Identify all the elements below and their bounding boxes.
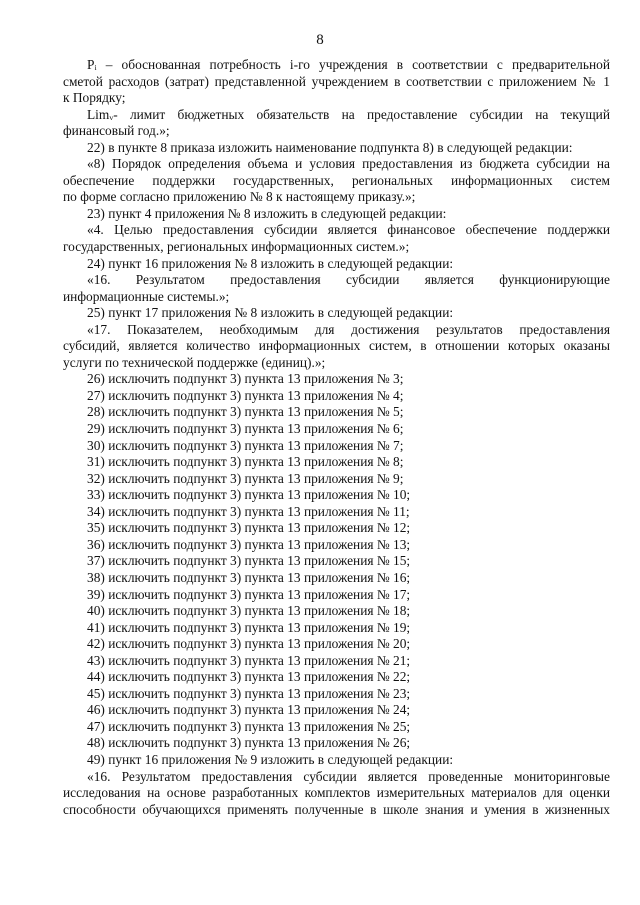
text-line: 35) исключить подпункт 3) пункта 13 приложения № 12; — [87, 520, 411, 536]
text-line: исследования на основе разработанных комплектов измерительных материалов для оценки — [63, 785, 610, 801]
text-line: 29) исключить подпункт 3) пункта 13 приложения № 6; — [87, 421, 404, 437]
text-line: способности обучающихся применять полученные в школе знания и умения в жизненных — [63, 801, 610, 817]
text-line: 27) исключить подпункт 3) пункта 13 приложения № 4; — [87, 387, 404, 403]
text-line: 38) исключить подпункт 3) пункта 13 приложения № 16; — [87, 569, 411, 585]
text-line: 36) исключить подпункт 3) пункта 13 приложения № 13; — [87, 536, 411, 552]
text-line: 25) пункт 17 приложения № 8 изложить в следующей редакции: — [87, 305, 454, 321]
text-line: 43) исключить подпункт 3) пункта 13 приложения № 21; — [87, 652, 411, 668]
text-line: 26) исключить подпункт 3) пункта 13 приложения № 3; — [87, 371, 404, 387]
document-body — [63, 57, 610, 818]
text-line: 41) исключить подпункт 3) пункта 13 приложения № 19; — [87, 619, 411, 635]
text-line: «16. Результатом предоставления субсидии является функционирующие — [87, 272, 610, 288]
text-line: 34) исключить подпункт 3) пункта 13 приложения № 11; — [87, 503, 410, 519]
text-line: 32) исключить подпункт 3) пункта 13 приложения № 9; — [87, 470, 404, 486]
text-line: 42) исключить подпункт 3) пункта 13 приложения № 20; — [87, 636, 411, 652]
text-line: Pᵢ – обоснованная потребность i-го учреждения в соответствии с предварительной — [87, 57, 610, 72]
text-line: 46) исключить подпункт 3) пункта 13 приложения № 24; — [87, 702, 411, 718]
text-line: обеспечение поддержки государственных, региональных информационных систем — [63, 172, 610, 188]
text-line: 39) исключить подпункт 3) пункта 13 приложения № 17; — [87, 586, 411, 602]
text-line: Limᵥ- лимит бюджетных обязательств на предоставление субсидии на текущий — [87, 106, 610, 122]
text-line: 44) исключить подпункт 3) пункта 13 приложения № 22; — [87, 669, 411, 685]
text-line: 31) исключить подпункт 3) пункта 13 приложения № 8; — [87, 454, 404, 470]
text-line: 49) пункт 16 приложения № 9 изложить в следующей редакции: — [87, 751, 454, 767]
text-line: к Порядку; — [63, 90, 126, 106]
text-line: сметой расходов (затрат) представленной учреждением в соответствии с приложением № 1 — [63, 73, 610, 89]
text-line: 23) пункт 4 приложения № 8 изложить в следующей редакции: — [87, 205, 447, 221]
text-line: услуги по технической поддержке (единиц).»; — [63, 354, 326, 370]
text-line: субсидий, является количество информационных систем, в отношении которых оказаны — [63, 338, 610, 354]
text-line: 33) исключить подпункт 3) пункта 13 приложения № 10; — [87, 487, 411, 503]
text-line: «8) Порядок определения объема и условия предоставления из бюджета субсидии на — [87, 156, 610, 172]
text-line: «16. Результатом предоставления субсидии является проведенные мониторинговые — [87, 768, 610, 784]
page-number: 8 — [316, 32, 324, 48]
text-line: 22) в пункте 8 приказа изложить наименование подпункта 8) в следующей редакции: — [87, 139, 573, 155]
text-line: 48) исключить подпункт 3) пункта 13 приложения № 26; — [87, 735, 411, 751]
text-line: 47) исключить подпункт 3) пункта 13 приложения № 25; — [87, 718, 411, 734]
text-line: 37) исключить подпункт 3) пункта 13 приложения № 15; — [87, 553, 411, 569]
text-line: финансовый год.»; — [63, 123, 170, 139]
text-line: «4. Целью предоставления субсидии является финансовое обеспечение поддержки — [87, 222, 610, 238]
text-line: 28) исключить подпункт 3) пункта 13 приложения № 5; — [87, 404, 404, 420]
text-line: 24) пункт 16 приложения № 8 изложить в следующей редакции: — [87, 255, 454, 271]
text-line: 45) исключить подпункт 3) пункта 13 приложения № 23; — [87, 685, 411, 701]
text-line: 40) исключить подпункт 3) пункта 13 приложения № 18; — [87, 603, 411, 619]
text-line: по форме согласно приложению № 8 к настоящему приказу.»; — [63, 189, 416, 205]
text-line: государственных, региональных информационных систем.»; — [63, 239, 410, 255]
text-line: 30) исключить подпункт 3) пункта 13 приложения № 7; — [87, 437, 404, 453]
text-line: информационные системы.»; — [63, 288, 230, 304]
text-line: «17. Показателем, необходимым для достижения результатов предоставления — [87, 321, 610, 337]
